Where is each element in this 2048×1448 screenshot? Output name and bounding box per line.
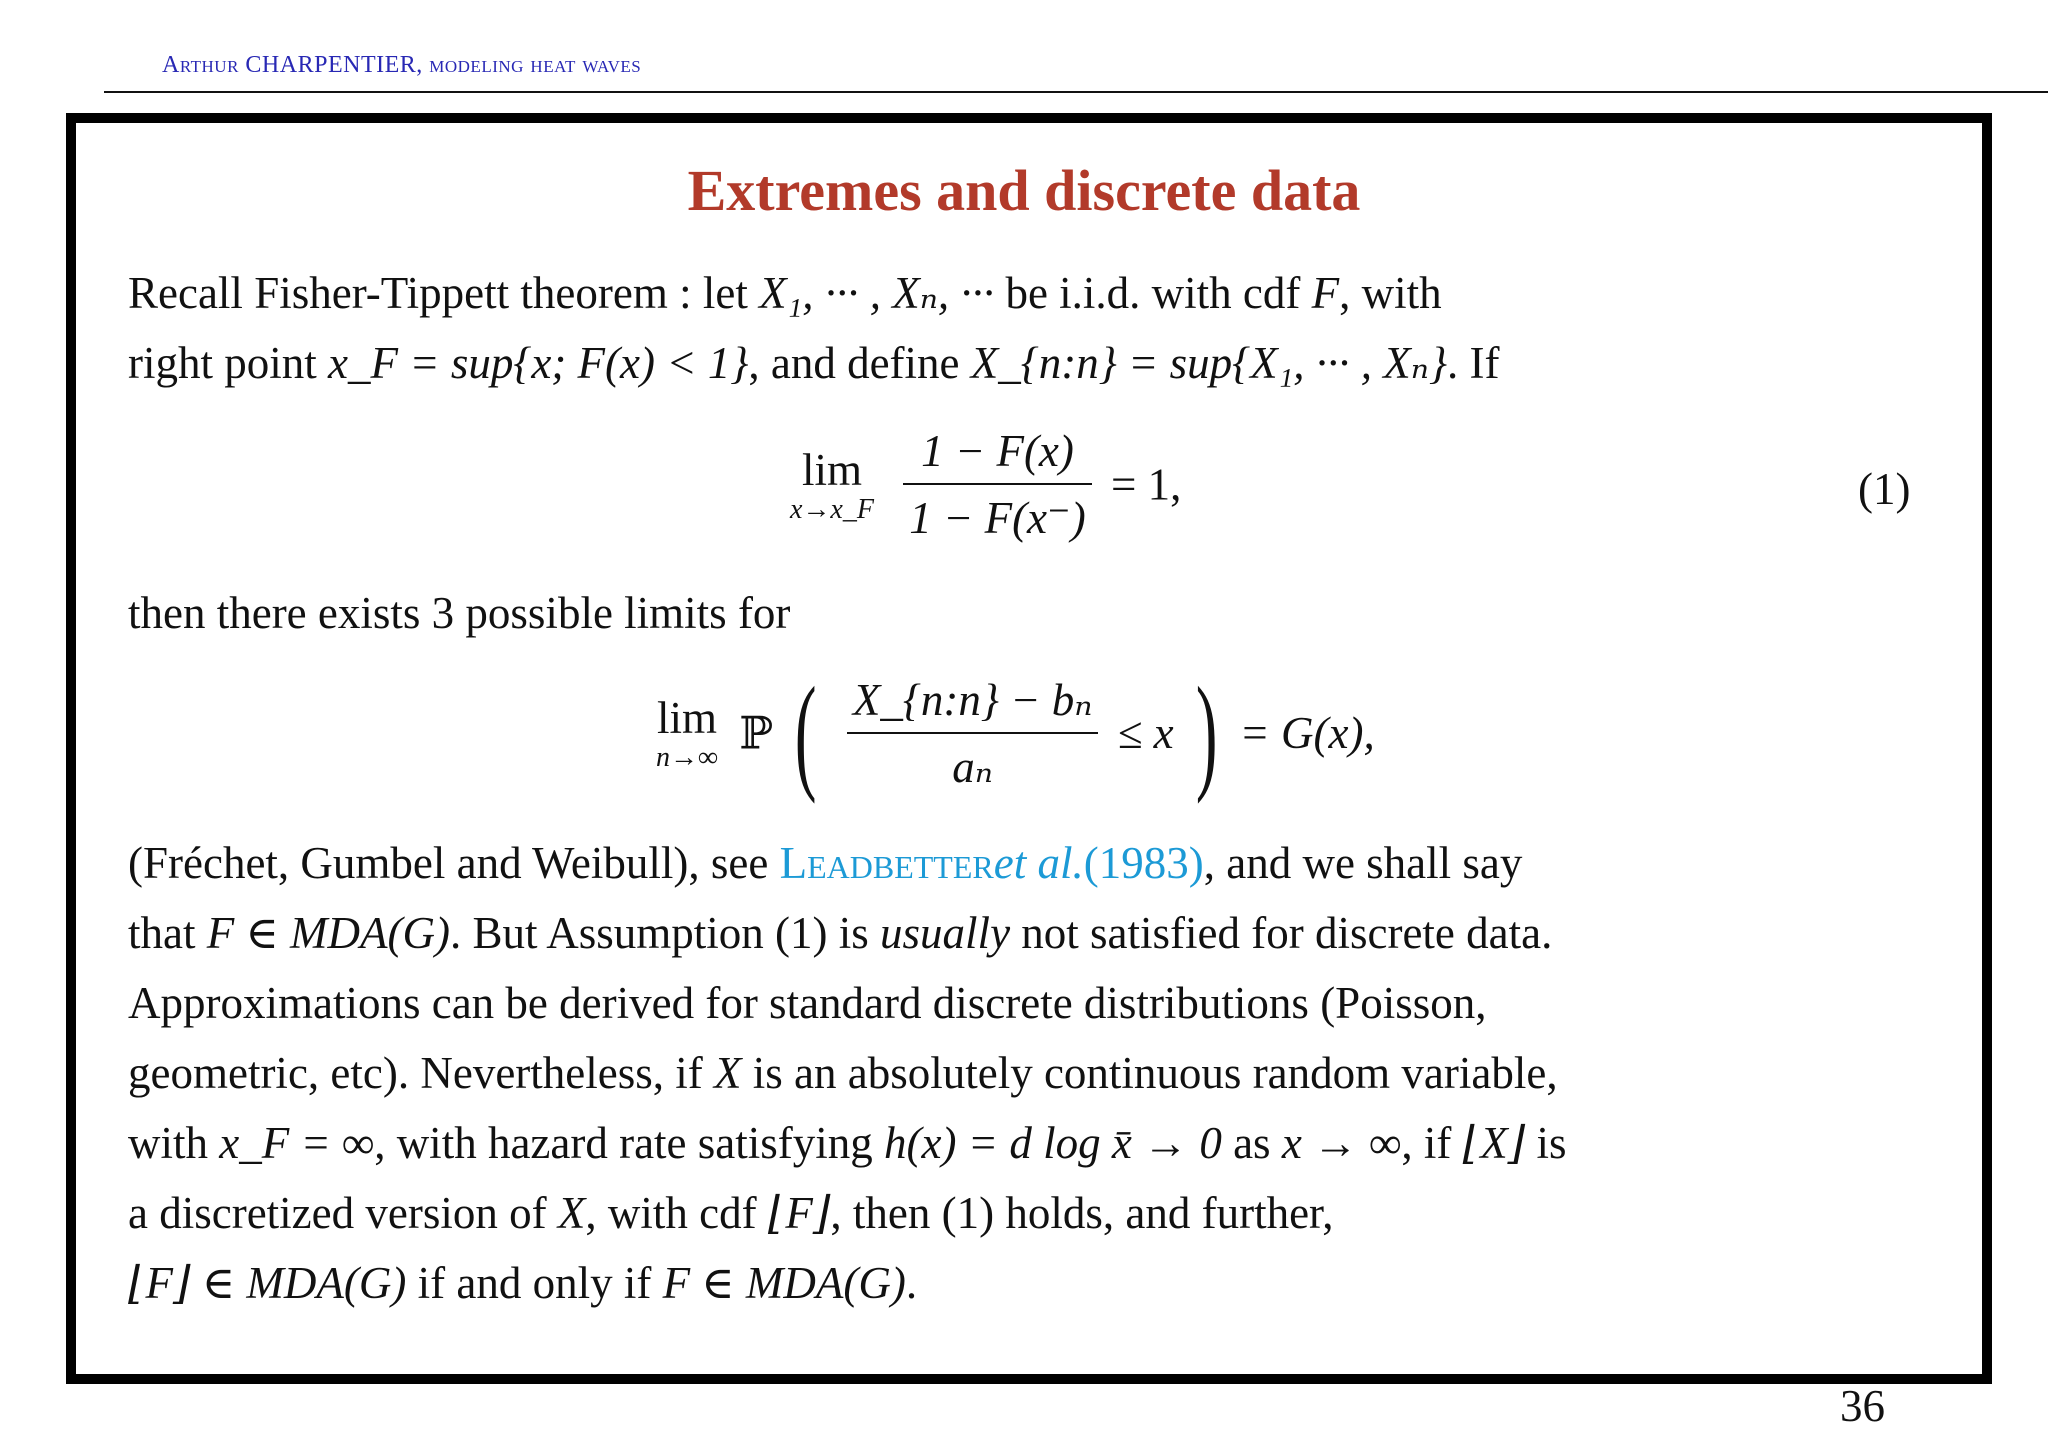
text-run: , and define <box>748 338 971 388</box>
text-run: geometric, etc). Nevertheless, if <box>128 1048 714 1098</box>
citation-year: (1983) <box>1083 838 1204 888</box>
math-floor-X: ⌊X⌋ <box>1462 1118 1526 1168</box>
math-X: X <box>557 1188 586 1238</box>
fraction <box>903 425 1092 544</box>
text-run: that <box>128 908 207 958</box>
text-run: , and we shall say <box>1203 838 1523 888</box>
math-sequence: X₁, ··· , Xₙ, ··· <box>759 268 995 318</box>
lim-label: lim <box>801 444 862 495</box>
text-run: if and only if <box>406 1258 663 1308</box>
citation-author: Leadbetter <box>779 838 994 888</box>
lim-subscript: n→∞ <box>656 742 718 773</box>
lim-subscript: x→x_F <box>790 493 874 525</box>
math-max: X_{n:n} = sup{X₁, ··· , Xₙ} <box>970 338 1447 388</box>
para3-line5 <box>128 1108 1567 1178</box>
numerator: X_{n:n} − bₙ <box>847 673 1099 734</box>
header-title: Arthur CHARPENTIER, modeling heat waves <box>162 52 642 78</box>
limit-operator <box>656 693 718 773</box>
denominator: 1 − F(x⁻) <box>909 493 1086 543</box>
math-F: F <box>1311 268 1340 318</box>
text-run: not satisfied for discrete data. <box>1010 908 1553 958</box>
text-run: as <box>1221 1118 1282 1168</box>
para1-line1 <box>128 258 1442 328</box>
para3-line4 <box>128 1038 1558 1108</box>
para1-line2 <box>128 328 1499 398</box>
text-run: . But Assumption (1) is <box>449 908 881 958</box>
emphasis: usually <box>880 908 1011 958</box>
para3-line7 <box>128 1248 917 1318</box>
text-run: be i.i.d. with cdf <box>994 268 1312 318</box>
text-run: , with <box>1339 268 1442 318</box>
denominator: aₙ <box>952 742 994 792</box>
text-run: . <box>905 1258 918 1308</box>
para2: then there exists 3 possible limits for <box>128 588 791 638</box>
math-mda: F ∈ MDA(G) <box>206 908 450 958</box>
fraction <box>847 673 1099 793</box>
text-run: right point <box>128 338 328 388</box>
page-number: 36 <box>1840 1381 1885 1431</box>
para3-line2 <box>128 898 1552 968</box>
text-run: Recall Fisher-Tippett theorem : let <box>128 268 760 318</box>
text-run: . If <box>1446 338 1500 388</box>
math-limit: x → ∞ <box>1281 1118 1402 1168</box>
text-run: is an absolutely continuous random variable, <box>741 1048 1558 1098</box>
equation-rhs: = G(x), <box>1239 708 1375 758</box>
text-run: (Fréchet, Gumbel and Weibull), see <box>128 838 780 888</box>
numerator: 1 − F(x) <box>903 425 1092 485</box>
equation-rhs: = 1, <box>1111 459 1182 510</box>
slide-title: Extremes and discrete data <box>687 158 1361 223</box>
text-run: a discretized version of <box>128 1188 558 1238</box>
text-run: , with cdf <box>585 1188 768 1238</box>
math-floor-F: ⌊F⌋ <box>767 1188 831 1238</box>
equation-number: (1) <box>1858 464 1911 514</box>
math-X: X <box>714 1048 742 1098</box>
right-paren: ) <box>1195 661 1218 805</box>
lim-label: lim <box>656 693 717 743</box>
text-run: , if <box>1401 1118 1463 1168</box>
math-mda: F ∈ MDA(G) <box>662 1258 906 1308</box>
citation-etal: et al. <box>993 838 1084 888</box>
text-run: , with hazard rate satisfying <box>374 1118 885 1168</box>
left-paren: ( <box>795 661 817 805</box>
header-rule <box>104 91 2048 93</box>
math-right-point: x_F = sup{x; F(x) < 1} <box>328 338 749 388</box>
math-floor-mda: ⌊F⌋ ∈ MDA(G) <box>128 1258 407 1308</box>
text-run: , then (1) holds, and further, <box>830 1188 1334 1238</box>
text-run: is <box>1525 1118 1567 1168</box>
para3-line3: Approximations can be derived for standard discrete distributions (Poisson, <box>128 978 1487 1028</box>
para3-line1 <box>128 828 1522 898</box>
limit-operator <box>790 445 874 525</box>
math-xf-infinity: x_F = ∞ <box>219 1118 375 1168</box>
text-run: with <box>128 1118 220 1168</box>
probability-symbol: ℙ <box>739 708 774 759</box>
para3-line6 <box>128 1178 1334 1248</box>
equation-2 <box>656 661 1375 805</box>
inequality: ≤ x <box>1117 708 1174 758</box>
math-hazard: h(x) = d log x̄ → 0 <box>884 1118 1222 1168</box>
equation-1 <box>790 425 1181 544</box>
citation-link[interactable] <box>780 838 1204 888</box>
